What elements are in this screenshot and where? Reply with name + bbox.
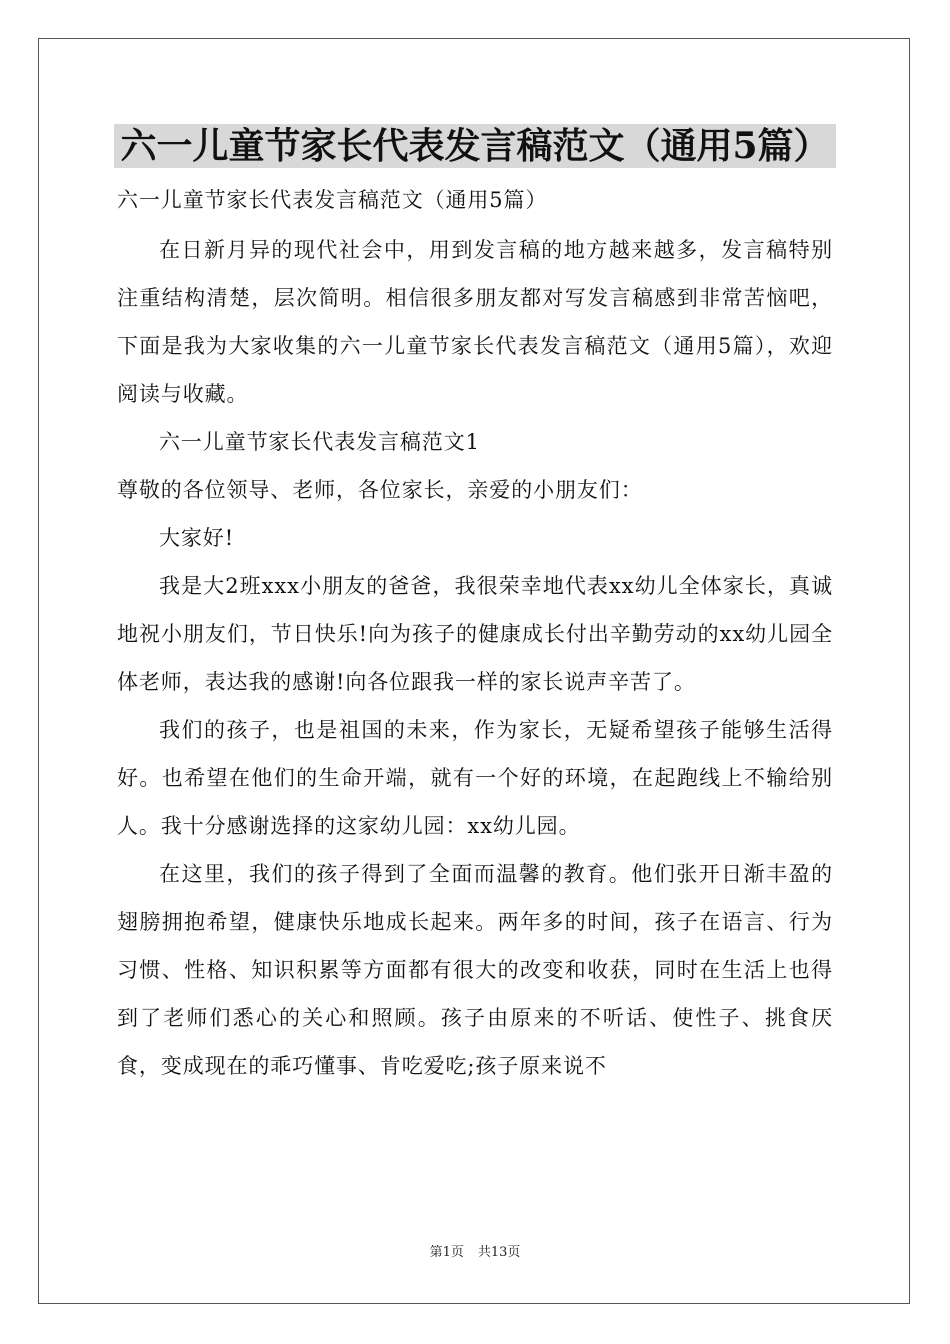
document-body bbox=[117, 178, 833, 1090]
paragraph: 在日新月异的现代社会中，用到发言稿的地方越来越多，发言稿特别注重结构清楚，层次简明。相信很多朋友都对写发言稿感到非常苦恼吧，下面是我为大家收集的六一儿童节家长代表发言稿范文（通用5篇），欢迎阅读与收藏。 bbox=[117, 238, 833, 406]
section-heading: 六一儿童节家长代表发言稿范文1 bbox=[159, 430, 480, 454]
paragraph: 在这里，我们的孩子得到了全面而温馨的教育。他们张开日渐丰盈的翅膀拥抱希望，健康快乐地成长起来。两年多的时间，孩子在语言、行为习惯、性格、知识积累等方面都有很大的改变和收获，同时在生活上也得到了老师们悉心的关心和照顾。孩子由原来的不听话、使性子、挑食厌食，变成现在的乖巧懂事、肯吃爱吃;孩子原来说不 bbox=[117, 862, 833, 1078]
page-footer bbox=[0, 1243, 950, 1263]
paragraph: 我们的孩子，也是祖国的未来，作为家长，无疑希望孩子能够生活得好。也希望在他们的生命开端，就有一个好的环境，在起跑线上不输给别人。我十分感谢选择的这家幼儿园：xx幼儿园。 bbox=[117, 718, 833, 838]
paragraph: 六一儿童节家长代表发言稿范文（通用5篇） bbox=[117, 188, 548, 212]
paragraph: 我是大2班xxx小朋友的爸爸，我很荣幸地代表xx幼儿全体家长，真诚地祝小朋友们，节日快乐!向为孩子的健康成长付出辛勤劳动的xx幼儿园全体老师，表达我的感谢!向各位跟我一样的家长说声辛苦了。 bbox=[117, 574, 833, 694]
title-container bbox=[0, 124, 950, 168]
greeting: 大家好! bbox=[159, 526, 235, 550]
page-number: 第1页 bbox=[429, 1245, 464, 1260]
document-title: 六一儿童节家长代表发言稿范文（通用5篇） bbox=[114, 124, 835, 168]
salutation: 尊敬的各位领导、老师，各位家长，亲爱的小朋友们： bbox=[117, 478, 643, 502]
page-total: 共13页 bbox=[477, 1245, 521, 1260]
